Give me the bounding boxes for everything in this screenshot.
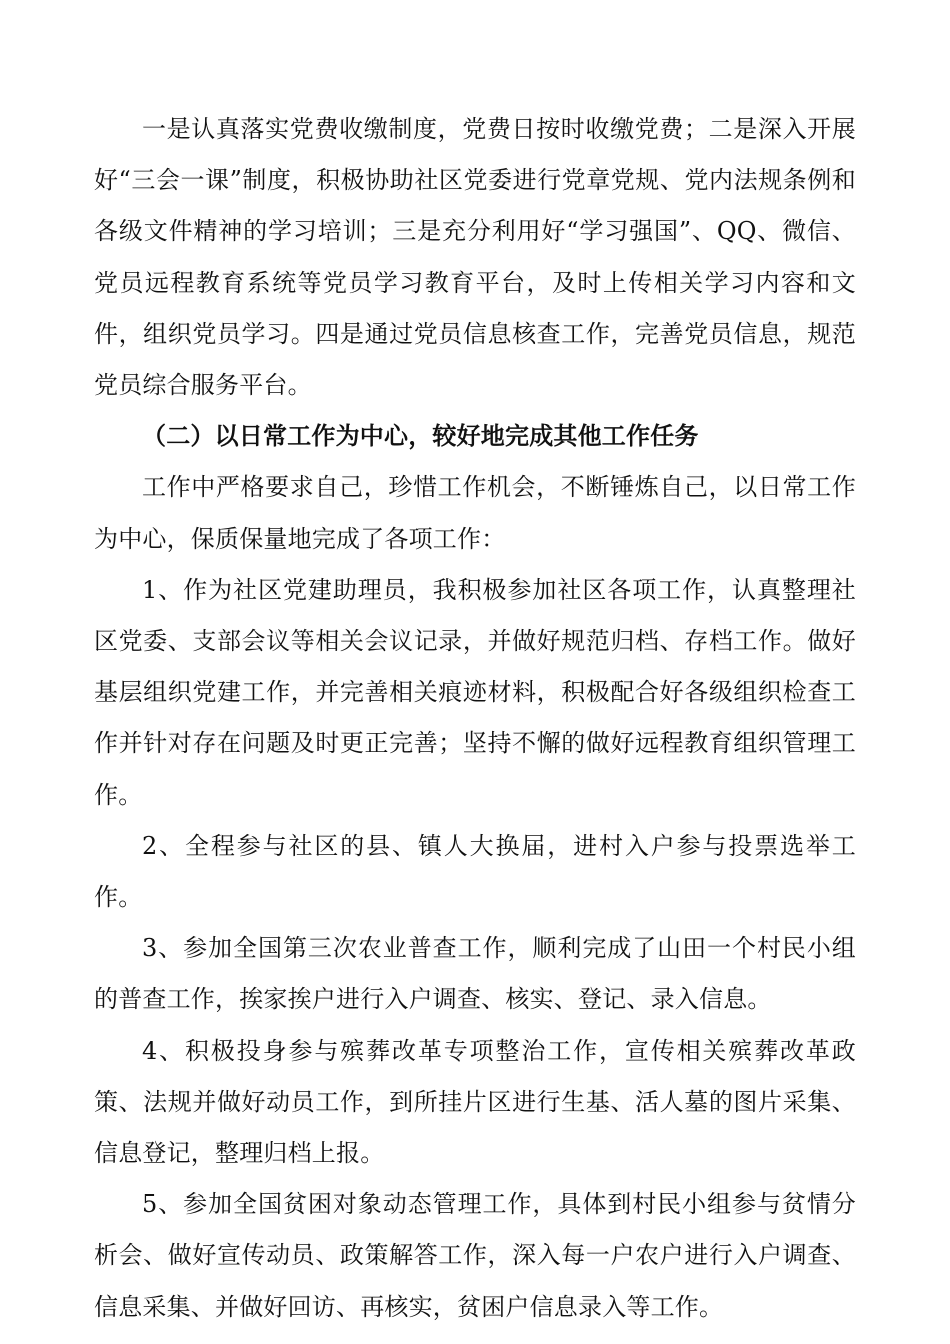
paragraph-item-2: 2、全程参与社区的县、镇人大换届，进村入户参与投票选举工作。 [94, 831, 856, 912]
paragraph-daily-work-intro: 工作中严格要求自己，珍惜工作机会，不断锤炼自己，以日常工作为中心，保质保量地完成了各项工作： [94, 473, 856, 553]
section-heading-daily-work: （二）以日常工作为中心，较好地完成其他工作任务 [142, 422, 699, 451]
paragraph-item-1: 1、作为社区党建助理员，我积极参加社区各项工作，认真整理社区党委、支部会议等相关会议记录，并做好规范归档、存档工作。做好基层组织党建工作，并完善相关痕迹材料，积极配合好各级组织检查工作并针对存在问题及时更正完善；坚持不懈的做好远程教育组织管理工作。 [94, 575, 856, 809]
paragraph-party-fee-and-study: 一是认真落实党费收缴制度，党费日按时收缴党费；二是深入开展好“三会一课”制度，积极协助社区党委进行党章党规、党内法规条例和各级文件精神的学习培训；三是充分利用好“学习强国”、QQ、微信、党员远程教育系统等党员学习教育平台，及时上传相关学习内容和文件，组织党员学习。四是通过党员信息核查工作，完善党员信息，规范党员综合服务平台。 [94, 115, 856, 400]
paragraph-item-4: 4、积极投身参与殡葬改革专项整治工作，宣传相关殡葬改革政策、法规并做好动员工作，到所挂片区进行生基、活人墓的图片采集、信息登记，整理归档上报。 [94, 1036, 856, 1168]
paragraph-item-3: 3、参加全国第三次农业普查工作，顺利完成了山田一个村民小组的普查工作，挨家挨户进行入户调查、核实、登记、录入信息。 [94, 934, 856, 1014]
document-body [94, 104, 856, 1333]
paragraph-item-5: 5、参加全国贫困对象动态管理工作，具体到村民小组参与贫情分析会、做好宣传动员、政策解答工作，深入每一户农户进行入户调查、信息采集、并做好回访、再核实，贫困户信息录入等工作。 [94, 1190, 856, 1321]
